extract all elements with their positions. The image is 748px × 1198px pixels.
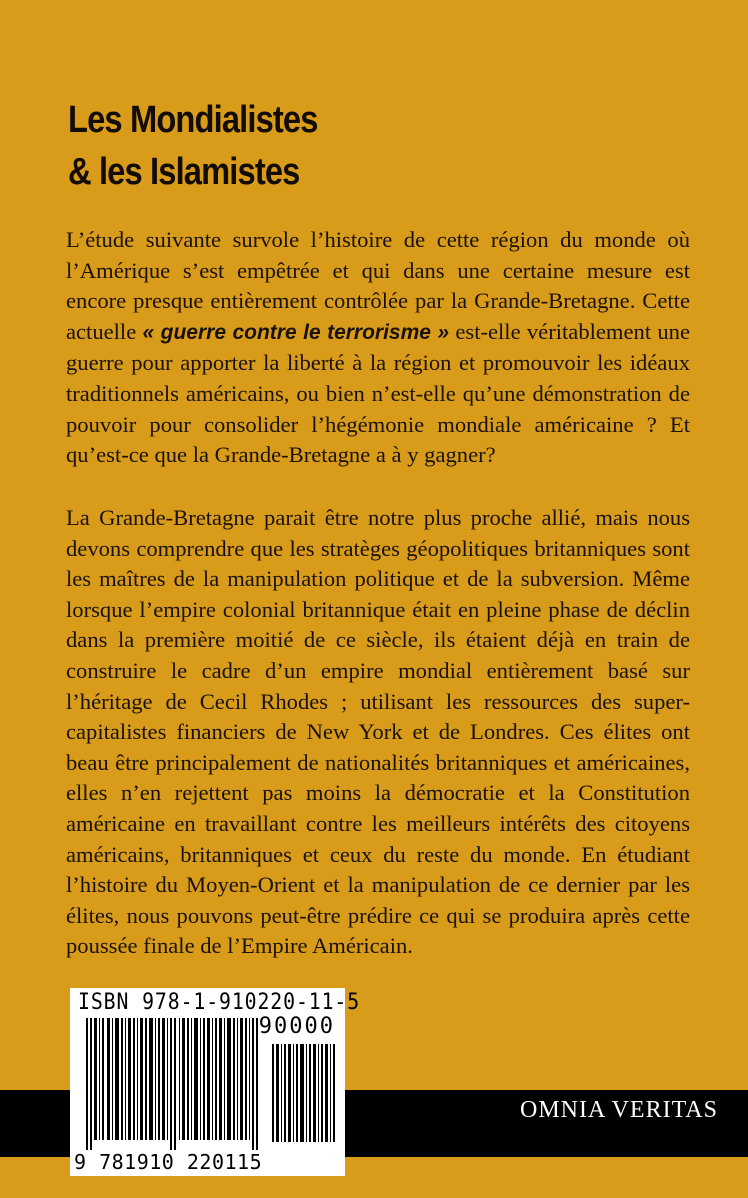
publisher-name-first: OMNIA xyxy=(519,1097,605,1123)
title-line-2: & les Islamistes xyxy=(68,151,300,193)
paragraph-1-text-start: L’étude suivante survole l’histoire de cette région du monde où l’Amérique s’est empêtrée et qui dans une certaine mesure est encore presque entièrement contrôlée par la Grande-Bretagne. Cette actuelle xyxy=(66,227,690,344)
price-code: 90000 xyxy=(258,1014,335,1039)
ean-digits: 9 781910 220115 xyxy=(74,1150,263,1174)
isbn-barcode-icon xyxy=(86,1018,262,1150)
publisher-name-second: VERITAS xyxy=(611,1097,718,1123)
barcode-block xyxy=(70,988,361,1176)
paragraph-1-emphasis: « guerre contre le terrorisme » xyxy=(142,320,450,344)
blurb-paragraph-2: La Grande-Bretagne parait être notre plus proche allié, mais nous devons comprendre que les stratèges géopolitiques britanniques sont les maîtres de la manipulation politique et de la subversion. Même lorsque l’empire colonial britannique était en pleine phase de déclin dans la première moitié de ce siècle, ils étaient déjà en train de construire le cadre d’un empire mondial entièrement basé sur l’héritage de Cecil Rhodes ; utilisant les ressources des super-capitalistes financiers de New York et de Londres. Ces élites ont beau être principalement de nationalités britanniques et américaines, elles n’en rejettent pas moins la démocratie et la Constitution américaine en travaillant contre les meilleurs intérêts des citoyens américains, britanniques et ceux du reste du monde. En étudiant l’histoire du Moyen-Orient et la manipulation de ce dernier par les élites, nous pouvons peut-être prédire ce qui se produira après cette poussée finale de l’Empire Américain. xyxy=(66,505,690,959)
price-barcode-icon xyxy=(272,1044,336,1142)
publisher-logo xyxy=(520,1097,718,1124)
isbn-label: ISBN 978-1-910220-11-5 xyxy=(78,990,361,1015)
blurb-paragraph-1 xyxy=(66,225,690,471)
title-line-1: Les Mondialistes xyxy=(68,99,318,141)
paragraph-1-text-end: est-elle véritablement une guerre pour apporter la liberté à la région et promouvoir les idéaux traditionnels américains, ou bien n’est-elle qu’une démonstration de pouvoir pour consolider l’hégémonie mondiale américaine ? Et qu’est-ce que la Grande-Bretagne a à y gagner? xyxy=(66,318,690,468)
book-title xyxy=(68,94,318,198)
